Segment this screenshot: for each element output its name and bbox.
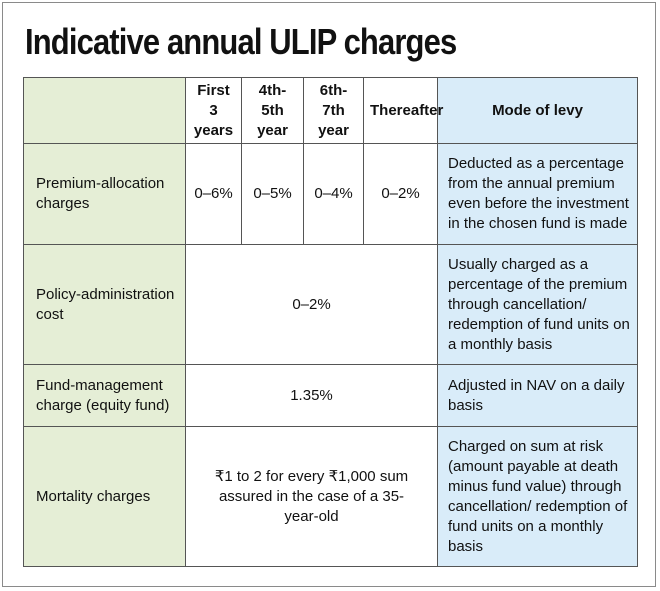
premium-allocation-mode: Deducted as a percentage from the annual premium even before the investment in the chosen fund is made [438, 144, 638, 245]
header-thereafter: Thereafter [364, 78, 438, 144]
mortality-mode: Charged on sum at risk (amount payable at death minus fund value) through cancellation/ redemption of fund units on a monthly basis [438, 427, 638, 567]
table-row [24, 144, 638, 245]
premium-allocation-first-3-years: 0–6% [186, 144, 242, 245]
row-label-policy-administration: Policy-administration cost [24, 245, 186, 365]
header-empty-cell [24, 78, 186, 144]
policy-administration-mode: Usually charged as a percentage of the premium through cancellation/ redemption of fund units on a monthly basis [438, 245, 638, 365]
policy-administration-value: 0–2% [186, 245, 438, 365]
mortality-value: ₹1 to 2 for every ₹1,000 sum assured in the case of a 35-year-old [186, 427, 438, 567]
header-first-3-years: First 3 years [186, 78, 242, 144]
table-row [24, 365, 638, 427]
ulip-charges-table [23, 77, 638, 567]
table-row [24, 427, 638, 567]
row-label-mortality: Mortality charges [24, 427, 186, 567]
header-6th-7th-year: 6th-7th year [304, 78, 364, 144]
row-label-fund-management: Fund-management charge (equity fund) [24, 365, 186, 427]
row-label-premium-allocation: Premium-allocation charges [24, 144, 186, 245]
fund-management-mode: Adjusted in NAV on a daily basis [438, 365, 638, 427]
header-4th-5th-year: 4th-5th year [242, 78, 304, 144]
premium-allocation-thereafter: 0–2% [364, 144, 438, 245]
header-row [24, 78, 638, 144]
premium-allocation-4th-5th-year: 0–5% [242, 144, 304, 245]
header-mode-of-levy: Mode of levy [438, 78, 638, 144]
page-title: Indicative annual ULIP charges [25, 21, 457, 62]
fund-management-value: 1.35% [186, 365, 438, 427]
premium-allocation-6th-7th-year: 0–4% [304, 144, 364, 245]
table-row [24, 245, 638, 365]
